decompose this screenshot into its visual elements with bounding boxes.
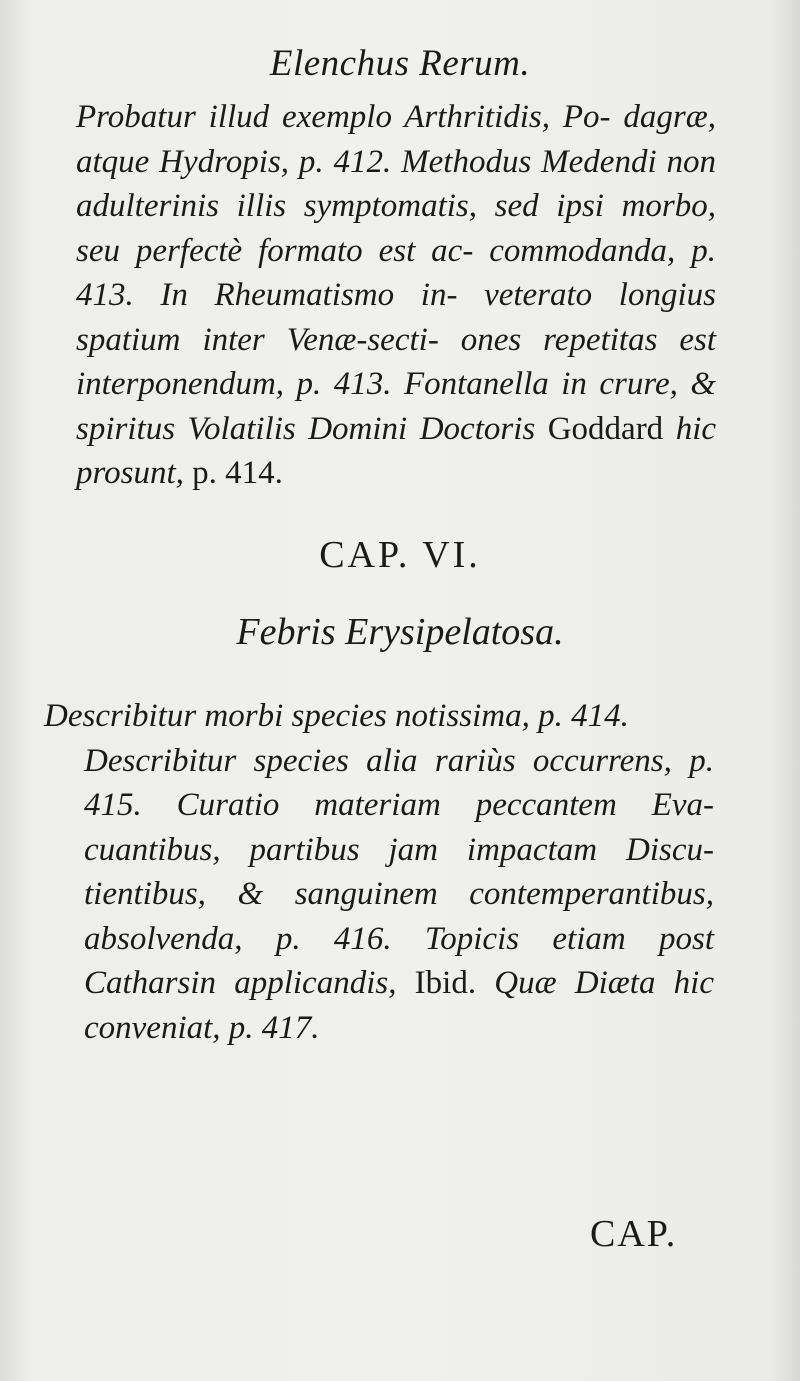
text-line: Catharsin applicandis, [84, 965, 415, 1001]
text-line: hic conveniat, p. 417. [84, 965, 714, 1046]
text-line: tientibus, & sanguinem contemperantibus, [84, 876, 714, 912]
running-header: Elenchus Rerum. [269, 43, 531, 84]
text-line: cuantibus, partibus jam impactam Discu- [84, 831, 714, 868]
text-line: commodanda, p. 413. In Rheumatismo in- [76, 232, 716, 313]
text-line: dagræ, atque Hydropis, p. 412. Methodus [76, 99, 716, 180]
ibid-reference: Ibid. [414, 965, 495, 1001]
text-line: p. 415. Curatio materiam peccantem Eva- [84, 742, 714, 823]
chapter-title: Febris Erysipelatosa. [236, 611, 564, 653]
index-entry-rheumatism [76, 95, 716, 496]
text-line: absolvenda, p. 416. Topicis etiam post [84, 920, 714, 957]
text-line: veterato longius spatium inter Venæ-secti- [76, 277, 716, 358]
text-line: sed ipsi morbo, seu perfectè formato est ac- [76, 188, 716, 269]
text-line: Describitur species alia rariùs occurrens, [84, 742, 690, 779]
index-entry-erysipelas [44, 694, 714, 1050]
text-line: hic prosunt, [76, 410, 717, 491]
text-line: Domini Doctoris [308, 410, 548, 447]
chapter-heading: CAP. VI. [319, 534, 481, 576]
catchword: CAP. [590, 1213, 678, 1255]
indented-text [44, 739, 714, 1051]
text-line: ones repetitas est interponendum, p. 413. [76, 321, 716, 402]
text-line: Quæ Diæta [494, 965, 674, 1001]
page-reference: p. 414. [192, 455, 283, 491]
text-line: Probatur illud exemplo Arthritidis, Po- [76, 99, 624, 135]
text-line: Fontanella in crure, & spiritus Volatilis [76, 366, 716, 447]
text-line: Describitur morbi species notissima, p. 414. [44, 698, 629, 734]
text-line: Medendi non adulterinis illis symptomatis, [76, 143, 716, 224]
proper-name: Goddard [547, 410, 676, 447]
